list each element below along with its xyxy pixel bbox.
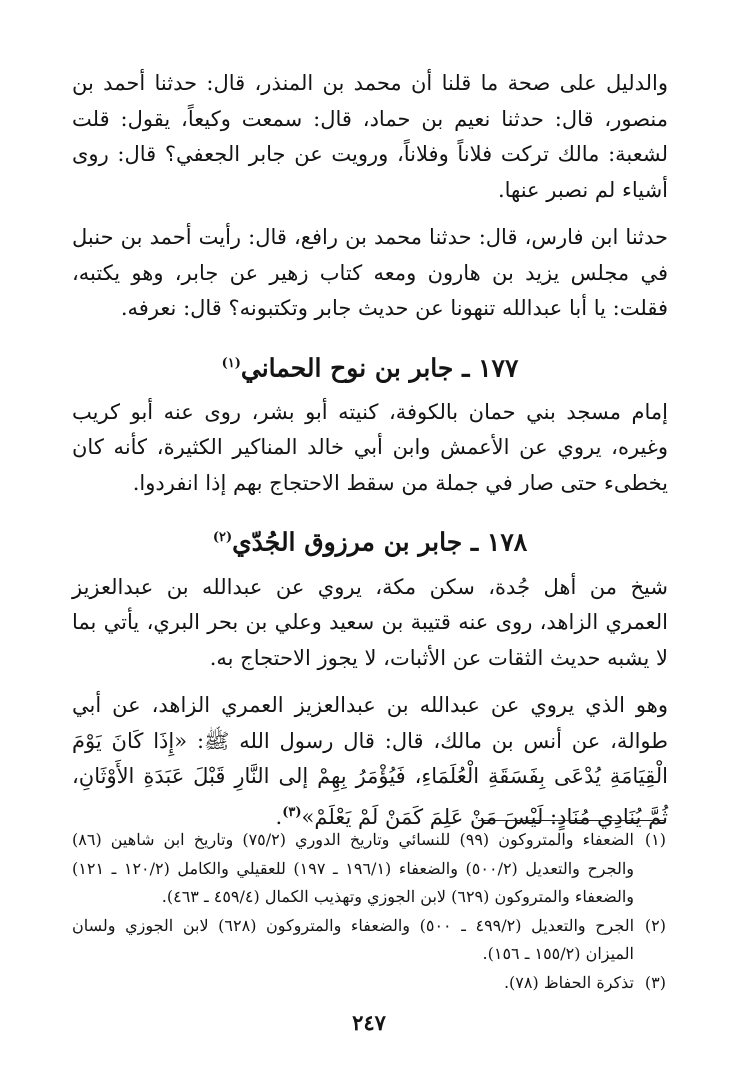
footnote-item	[72, 969, 666, 998]
footnote-marker-3: (٣)	[282, 804, 302, 820]
footnote-number: (٢)	[644, 915, 666, 935]
footnote-marker-2: (٢)	[212, 530, 233, 546]
footnote-text: الضعفاء والمتروكون (٩٩) للنسائي وتاريخ الدوري (٧٥/٢) وتاريخ ابن شاهين (٨٦) والجرح والتعديل (٥٠٠/٢) والضعفاء (١٩٦/١ ـ ١٩٧) للعقيلي والكامل (١٢٠/٢ ـ ١٢١) والضعفاء والمتروكون (٦٢٩) لابن الجوزي وتهذيب الكمال (٤٥٩/٤ ـ ٤٦٣).	[72, 830, 635, 906]
page-number: ٢٤٧	[352, 1010, 386, 1035]
footnote-separator	[478, 820, 666, 821]
footnote-text: الجرح والتعديل (٤٩٩/٢ ـ ٥٠٠) والضعفاء والمتروكون (٦٢٨) لابن الجوزي ولسان الميزان (١٥٥/٢ ـ ١٥٦).	[72, 915, 635, 963]
hadith-end-period: .	[275, 804, 283, 829]
footnote-text: تذكرة الحفاظ (٧٨).	[503, 972, 634, 992]
footnotes	[72, 826, 666, 997]
footnote-item	[72, 912, 666, 969]
entry-178-title: ١٧٨ ـ جابر بن مرزوق الجُدّي	[232, 527, 528, 557]
entry-178-hadith-paragraph	[72, 688, 668, 835]
intro-paragraph-2: حدثنا ابن فارس، قال: حدثنا محمد بن رافع، قال: رأيت أحمد بن حنبل في مجلس يزيد بن هارون ومعه كتاب زهير عن جابر، وهو يكتبه، فقلت: يا أبا عبدالله تنهونا عن حديث جابر وتكتبونه؟ قال: نعرفه.	[72, 225, 668, 320]
footnote-item	[72, 826, 666, 912]
entry-177-title: ١٧٧ ـ جابر بن نوح الحماني	[240, 352, 519, 382]
entry-177-text: إمام مسجد بني حمان بالكوفة، كنيته أبو بشر، روى عنه أبو كريب وغيره، يروي عن الأعمش وابن أبي خالد المناكير الكثيرة، كأنه كان يخطىء حتى صار في جملة من سقط الاحتجاج بهم إذا انفردوا.	[72, 399, 668, 495]
entry-178-hadith-text: وهو الذي يروي عن عبدالله بن عبدالعزيز العمري الزاهد، عن أبي طوالة، عن أنس بن مالك، قال: قال رسول الله ﷺ: «إِذَا كَانَ يَوْمَ الْقِيَامَةِ يُدْعَى بِفَسَقَةِ الْعُلَمَاءِ، فَيُؤْمَرُ بِهِمْ إلى النَّارِ قَبْلَ عَبَدَةِ الأَوْثَانِ، ثُمَّ يُنَادِي مُنَادٍ: لَيْسَ مَنْ عَلِمَ كَمَنْ لَمْ يَعْلَمْ»	[72, 693, 668, 829]
entry-178-heading	[72, 519, 668, 561]
footnote-number: (١)	[644, 830, 666, 849]
footnote-number: (٣)	[644, 972, 666, 992]
footnote-marker-1: (١)	[221, 355, 241, 371]
entry-178-text: شيخ من أهل جُدة، سكن مكة، يروي عن عبدالله بن عبدالعزيز العمري الزاهد، روى عنه قتيبة بن سعيد وعلي بن بحر البري، يأتي بما لا يشبه حديث الثقات عن الأثبات، لا يجوز الاحتجاج به.	[72, 574, 668, 670]
entry-177-heading	[72, 345, 668, 387]
intro-paragraph-1: والدليل على صحة ما قلنا أن محمد بن المنذر، قال: حدثنا أحمد بن منصور، قال: حدثنا نعيم بن حماد، قال: سمعت وكيعاً، يقول: قلت لشعبة: مالك تركت فلاناً وفلاناً، ورويت عن جابر الجعفي؟ قال: روى أشياء لم نصبر عنها.	[72, 71, 668, 202]
